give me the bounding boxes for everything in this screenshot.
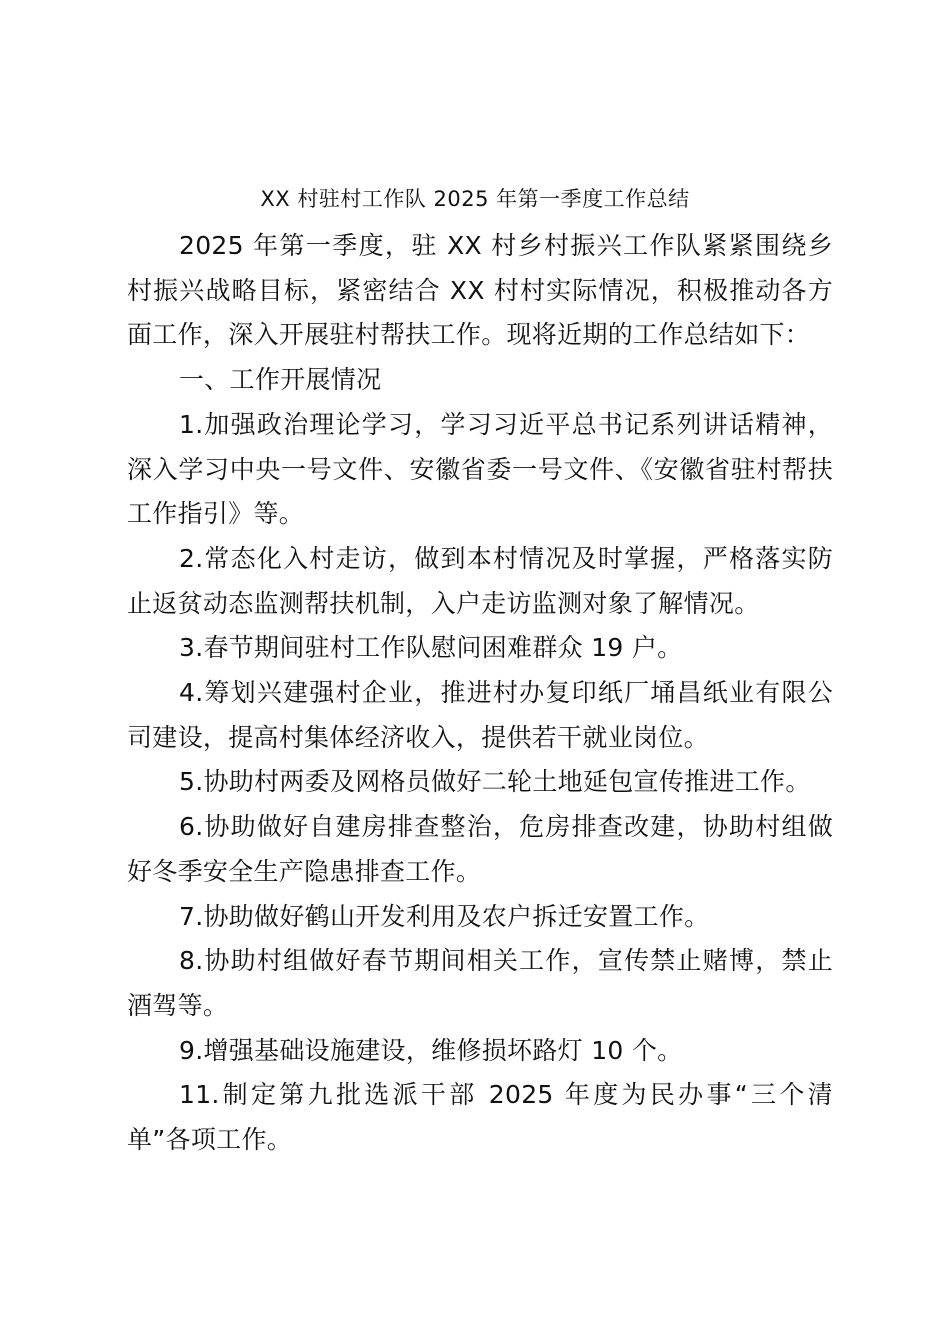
intro-paragraph: 2025 年第一季度，驻 XX 村乡村振兴工作队紧紧围绕乡村振兴战略目标，紧密结合 XX 村村实际情况，积极推动各方面工作，深入开展驻村帮扶工作。现将近期的工作总结如下：	[127, 231, 833, 350]
work-item: 11.制定第九批选派干部 2025 年度为民办事“三个清单”各项工作。	[127, 1080, 833, 1155]
document-body	[127, 224, 833, 1163]
work-item: 7.协助做好鹤山开发利用及农户拆迁安置工作。	[179, 901, 710, 931]
work-item: 8.协助村组做好春节期间相关工作，宣传禁止赌博，禁止酒驾等。	[127, 946, 833, 1020]
work-item: 3.春节期间驻村工作队慰问困难群众 19 户。	[179, 633, 683, 663]
work-item: 1.加强政治理论学习，学习习近平总书记系列讲话精神，深入学习中央一号文件、安徽省委一号文件、《安徽省驻村帮扶工作指引》等。	[127, 409, 833, 529]
document-title: XX 村驻村工作队 2025 年第一季度工作总结	[260, 187, 690, 211]
work-item: 9.增强基础设施建设，维修损坏路灯 10 个。	[179, 1035, 683, 1065]
work-item: 4.筹划兴建强村企业，推进村办复印纸厂埇昌纸业有限公司建设，提高村集体经济收入，提供若干就业岗位。	[127, 678, 833, 752]
work-item: 6.协助做好自建房排查整治，危房排查改建，协助村组做好冬季安全生产隐患排查工作。	[127, 812, 833, 886]
work-item: 2.常态化入村走访，做到本村情况及时掌握，严格落实防止返贫动态监测帮扶机制，入户走访监测对象了解情况。	[127, 543, 833, 618]
work-item: 5.协助村两委及网格员做好二轮土地延包宣传推进工作。	[179, 767, 811, 797]
section-heading: 一、工作开展情况	[179, 365, 382, 395]
